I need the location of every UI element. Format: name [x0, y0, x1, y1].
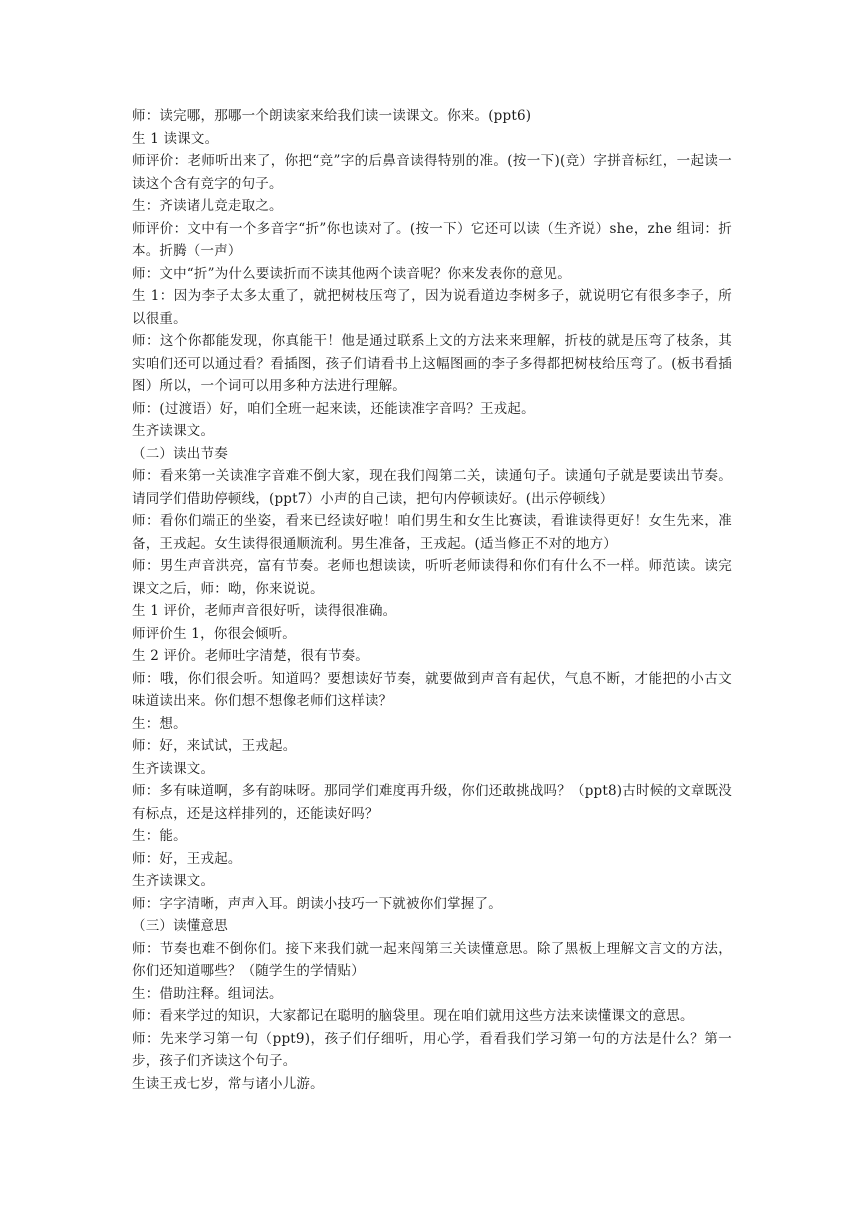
paragraph: 师：先来学习第一句（ppt9)，孩子们仔细听，用心学，看看我们学习第一句的方法是什么？第一步，孩子们齐读这个句子。: [132, 1030, 732, 1069]
paragraph: 师：读完哪，那哪一个朗读家来给我们读一读课文。你来。(ppt6): [132, 108, 532, 124]
paragraph: 生 2 评价。老师吐字清楚，很有节奏。: [132, 648, 369, 664]
paragraph: 生 1 读课文。: [132, 130, 219, 147]
section-heading: （二）读出节奏: [132, 445, 228, 462]
paragraph: 师：节奏也难不倒你们。接下来我们就一起来闯第三关读懂意思。除了黑板上理解文言文的方法，你们还知道哪些？（随学生的学情贴）: [132, 940, 732, 979]
paragraph: 师：看来学过的知识，大家都记在聪明的脑袋里。现在咱们就用这些方法来读懂课文的意思。: [132, 1008, 694, 1024]
paragraph: 师：字字清晰，声声入耳。朗读小技巧一下就被你们掌握了。: [132, 895, 502, 912]
paragraph: 生 1：因为李子太多太重了，就把树枝压弯了，因为说看道边李树多子，就说明它有很多李子，所以很重。: [132, 288, 732, 327]
paragraph: 师评价生 1，你很会倾听。: [132, 625, 296, 642]
paragraph: 生齐读课文。: [132, 873, 215, 889]
paragraph: 生读王戎七岁，常与诸小儿游。: [132, 1075, 324, 1092]
document-body: [132, 105, 732, 1095]
paragraph: 师：看你们端正的坐姿，看来已经读好啦！咱们男生和女生比赛读，看谁读得更好！女生先来，准备，王戎起。女生读得很通顺流利。男生准备，王戎起。(适当修正不对的地方）: [132, 513, 732, 552]
paragraph: 师：哦，你们很会听。知道吗？要想读好节奏，就要做到声音有起伏，气息不断，才能把的小古文味道读出来。你们想不想像老师们这样读？: [132, 670, 732, 709]
section-heading: （三）读懂意思: [132, 918, 228, 934]
paragraph: 师评价：老师听出来了，你把“竞”字的后鼻音读得特别的准。(按一下)(竞）字拼音标红，一起读一读这个含有竞字的句子。: [132, 153, 732, 192]
paragraph: 生 1 评价，老师声音很好听，读得很准确。: [132, 603, 397, 619]
paragraph: 师：文中“折”为什么要读折而不读其他两个读音呢？你来发表你的意见。: [132, 265, 571, 282]
paragraph: 师：好，王戎起。: [132, 850, 242, 867]
paragraph: 生：借助注释。组词法。: [132, 985, 283, 1002]
paragraph: 师：这个你都能发现，你真能干！他是通过联系上文的方法来来理解，折枝的就是压弯了枝条，其实咱们还可以通过看？看插图，孩子们请看书上这幅图画的李子多得都把树枝给压弯了。(板书看插图）所以，一个词可以用多种方法进行理解。: [132, 333, 732, 394]
paragraph: 师：男生声音洪亮，富有节奏。老师也想读读，听听老师读得和你们有什么不一样。师范读。读完课文之后，师：呦，你来说说。: [132, 558, 732, 597]
paragraph: 师：多有味道啊，多有韵味呀。那同学们难度再升级，你们还敢挑战吗？（ppt8)古时候的文章既没有标点，还是这样排列的，还能读好吗？: [132, 783, 732, 822]
paragraph: 生齐读课文。: [132, 423, 215, 439]
paragraph: 师评价：文中有一个多音字“折”你也读对了。(按一下）它还可以读（生齐说）she，zhe 组词：折本。折腾（一声）: [132, 220, 732, 259]
paragraph: 生：齐读诸儿竞走取之。: [132, 198, 283, 214]
paragraph: 生齐读课文。: [132, 760, 215, 777]
paragraph: 师：(过渡语）好，咱们全班一起来读，还能读准字音吗？王戎起。: [132, 400, 535, 417]
paragraph: 生：想。: [132, 715, 187, 732]
paragraph: 师：好，来试试，王戎起。: [132, 738, 297, 754]
paragraph: 师：看来第一关读准字音难不倒大家，现在我们闯第二关，读通句子。读通句子就是要读出节奏。请同学们借助停顿线，(ppt7）小声的自己读，把句内停顿读好。(出示停顿线）: [132, 468, 732, 507]
paragraph: 生：能。: [132, 828, 187, 844]
